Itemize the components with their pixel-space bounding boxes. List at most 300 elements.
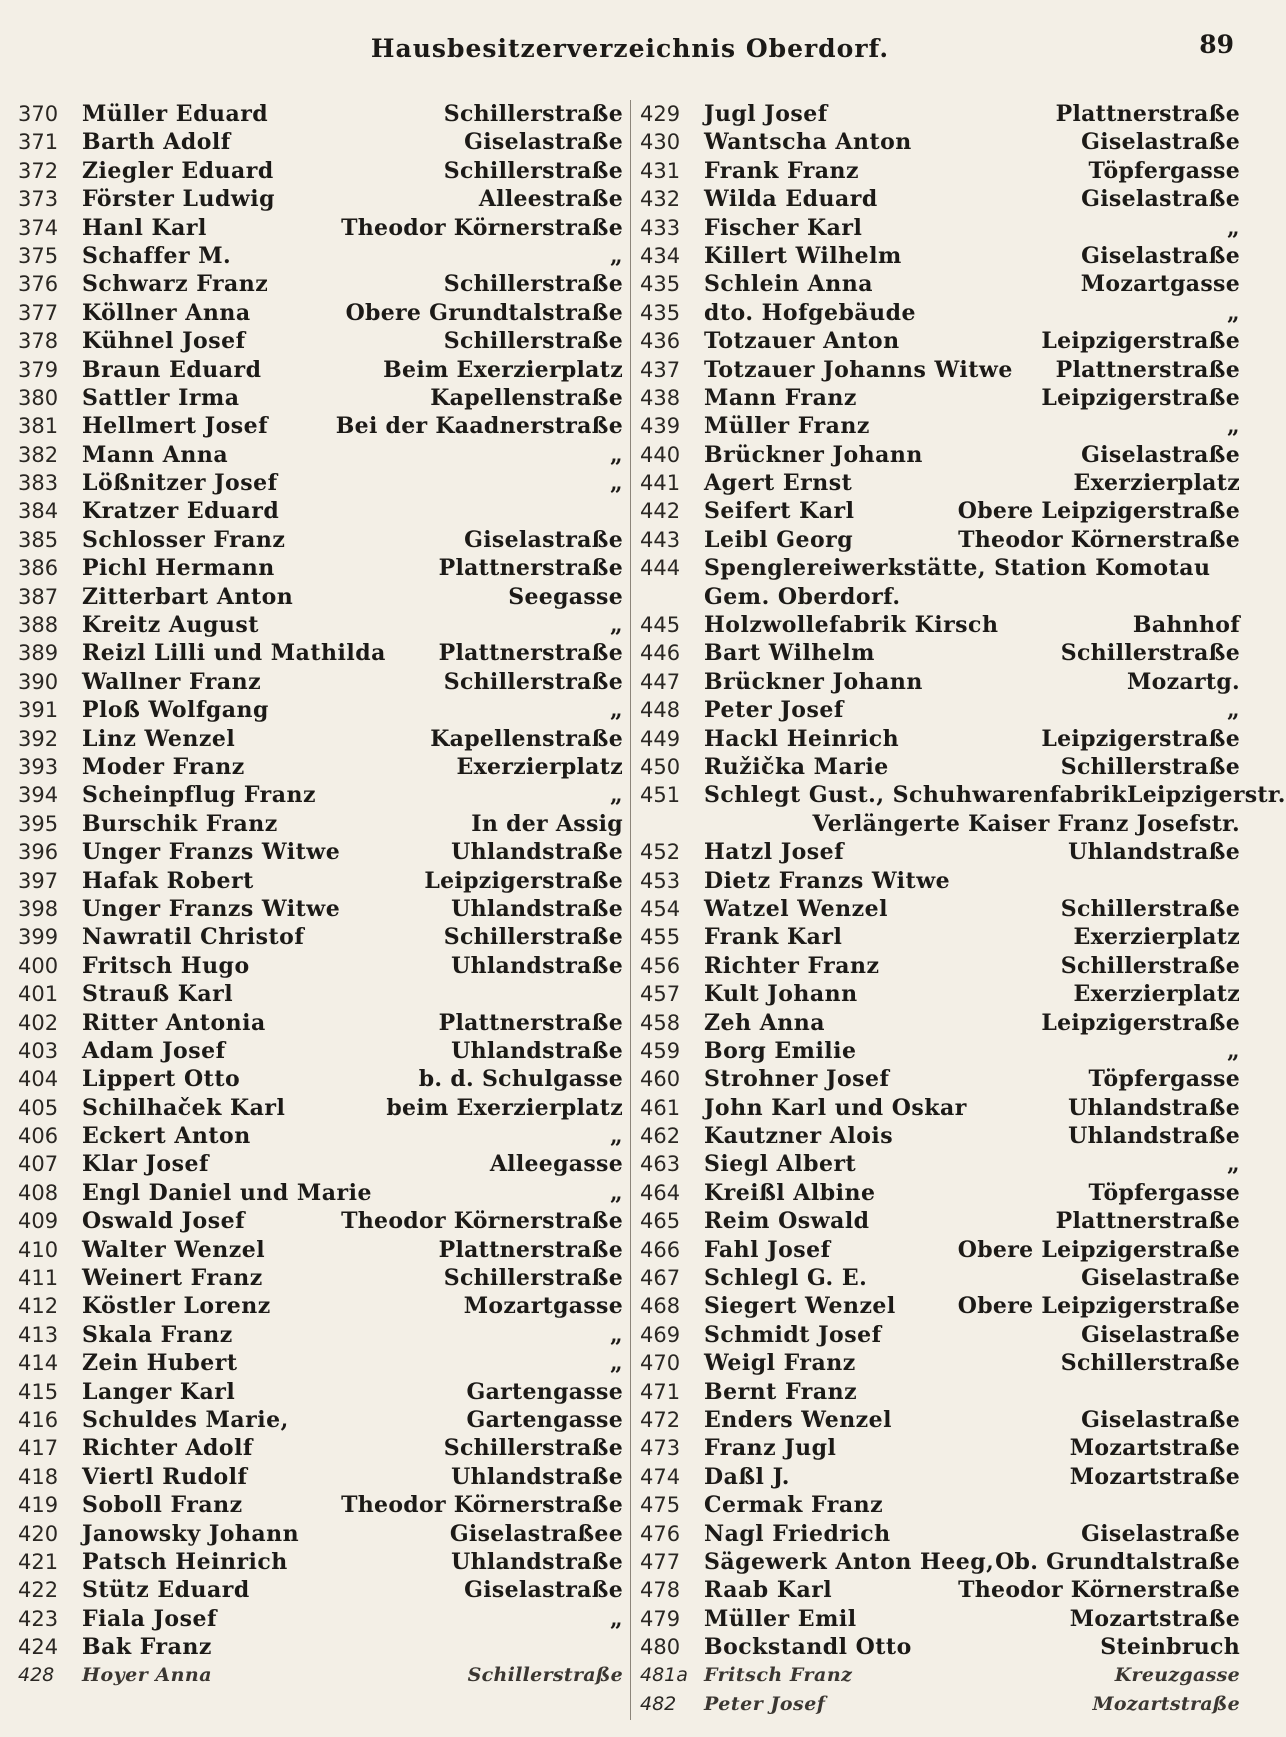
entry-number: 472	[640, 1407, 681, 1432]
owner-name: Pichl Hermann	[82, 555, 275, 582]
entry-number: 450	[640, 754, 681, 779]
street-address: Exerzierplatz	[1073, 981, 1240, 1008]
owner-name: Richter Adolf	[82, 1435, 253, 1462]
directory-entry	[640, 327, 1240, 355]
directory-entry	[640, 867, 1240, 895]
directory-entry	[18, 696, 623, 724]
entry-number: 381	[18, 414, 59, 439]
owner-name: Sägewerk Anton Heeg,	[704, 1548, 995, 1575]
entry-number: 373	[18, 187, 59, 212]
owner-name: Bernt Franz	[704, 1378, 858, 1405]
directory-entry	[640, 952, 1240, 980]
owner-name: Köstler Lorenz	[82, 1293, 271, 1320]
entry-number: 420	[18, 1521, 59, 1546]
owner-name: Zein Hubert	[82, 1350, 238, 1377]
entry-number: 479	[640, 1606, 681, 1631]
street-address: Schillerstraße	[1060, 640, 1240, 667]
street-address: Theodor Körnerstraße	[958, 1577, 1240, 1604]
directory-entry	[18, 1434, 623, 1462]
owner-name: Reizl Lilli und Mathilda	[82, 640, 386, 667]
page-header	[0, 30, 1260, 74]
owner-name: Ziegler Eduard	[82, 157, 274, 184]
owner-name: Lippert Otto	[82, 1066, 241, 1093]
street-address: „	[1227, 1037, 1240, 1064]
owner-name: Frank Karl	[704, 924, 843, 951]
owner-name: Spenglereiwerkstätte, Station Komotau	[704, 555, 1211, 582]
owner-name: Adam Josef	[82, 1037, 226, 1064]
owner-name: Hanl Karl	[82, 214, 207, 241]
directory-entry	[640, 1434, 1240, 1462]
entry-number: 377	[18, 300, 59, 325]
entry-number: 418	[18, 1464, 59, 1489]
owner-name: Agert Ernst	[704, 470, 853, 497]
street-address: Plattnerstraße	[438, 640, 623, 667]
owner-name: Scheinpflug Franz	[82, 782, 316, 809]
directory-entry	[640, 270, 1240, 298]
owner-name: Wilda Eduard	[704, 186, 878, 213]
street-address: Gartengasse	[466, 1378, 623, 1405]
entry-number: 449	[640, 726, 681, 751]
entry-number: 465	[640, 1209, 681, 1234]
entry-number: 391	[18, 698, 59, 723]
owner-name: Klar Josef	[82, 1151, 209, 1178]
directory-entry	[18, 1463, 623, 1491]
street-address: Mozartstraße	[1092, 1692, 1240, 1715]
street-address: Steinbruch	[1100, 1634, 1240, 1661]
street-address: „	[610, 1123, 623, 1150]
directory-entry	[640, 1179, 1240, 1207]
entry-number: 476	[640, 1521, 681, 1546]
entry-number: 440	[640, 442, 681, 467]
entry-number: 480	[640, 1635, 681, 1660]
owner-name: Hackl Heinrich	[704, 725, 900, 752]
street-address: Theodor Körnerstraße	[958, 526, 1240, 553]
entry-number: 437	[640, 357, 681, 382]
directory-entry	[640, 1236, 1240, 1264]
directory-entry	[18, 1633, 623, 1661]
street-address: b. d. Schulgasse	[418, 1066, 623, 1093]
owner-name: Lößnitzer Josef	[82, 470, 278, 497]
owner-name: Förster Ludwig	[82, 186, 276, 213]
entry-number: 464	[640, 1180, 681, 1205]
street-address: Plattnerstraße	[438, 555, 623, 582]
directory-entry	[18, 441, 623, 469]
entry-number: 446	[640, 641, 681, 666]
directory-entry	[18, 781, 623, 809]
entry-number: 400	[18, 953, 59, 978]
owner-name: Moder Franz	[82, 753, 245, 780]
directory-entry	[18, 1406, 623, 1434]
street-address: Schillerstraße	[467, 1664, 623, 1687]
entry-number: 371	[18, 130, 59, 155]
owner-name: Hoyer Anna	[82, 1664, 213, 1687]
street-address: Theodor Körnerstraße	[341, 214, 623, 241]
owner-name: Enders Wenzel	[704, 1406, 893, 1433]
owner-name: Nawratil Christof	[82, 924, 305, 951]
street-address: „	[610, 1605, 623, 1632]
street-address: „	[610, 782, 623, 809]
directory-entry	[640, 441, 1240, 469]
street-address: Schillerstraße	[443, 1265, 623, 1292]
directory-entry	[18, 611, 623, 639]
street-address: Töpfergasse	[1088, 157, 1240, 184]
directory-entry	[640, 611, 1240, 639]
directory-entry	[18, 1094, 623, 1122]
directory-entry	[640, 1292, 1240, 1320]
directory-entry	[640, 299, 1240, 327]
page-number: 89	[1199, 30, 1234, 59]
owner-name: Watzel Wenzel	[704, 895, 888, 922]
street-address: „	[1227, 214, 1240, 241]
owner-name: Raab Karl	[704, 1577, 833, 1604]
entry-number: 396	[18, 840, 59, 865]
owner-name: Schaffer M.	[82, 242, 232, 269]
street-address: Plattnerstraße	[1055, 1208, 1240, 1235]
entry-number: 403	[18, 1038, 59, 1063]
entry-number: 414	[18, 1351, 59, 1376]
street-address: Leipzigerstraße	[1041, 1009, 1240, 1036]
owner-name: Seifert Karl	[704, 498, 855, 525]
entry-number: 441	[640, 471, 681, 496]
owner-name: Mann Anna	[82, 441, 229, 468]
owner-name: Nagl Friedrich	[704, 1520, 891, 1547]
owner-name: Schlegt Gust., Schuhwarenfabrik	[704, 782, 1127, 809]
street-address: Verlängerte Kaiser Franz Josefstr.	[812, 810, 1240, 837]
entry-number: 387	[18, 584, 59, 609]
directory-entry	[640, 1605, 1240, 1633]
street-address: Leipzigerstraße	[1041, 725, 1240, 752]
street-address: Alleegasse	[489, 1151, 623, 1178]
entry-number: 421	[18, 1549, 59, 1574]
owner-name: Mann Franz	[704, 384, 857, 411]
entry-number: 435	[640, 300, 681, 325]
street-address: „	[610, 1350, 623, 1377]
directory-entry	[18, 810, 623, 838]
entry-number: 374	[18, 215, 59, 240]
directory-entry	[18, 923, 623, 951]
directory-entry	[18, 242, 623, 270]
entry-number: 431	[640, 158, 681, 183]
owner-name: Skala Franz	[82, 1321, 233, 1348]
street-address: Giselastraße	[464, 526, 623, 553]
owner-name: Dietz Franzs Witwe	[704, 867, 951, 894]
entry-number: 458	[640, 1010, 681, 1035]
entry-number: 468	[640, 1294, 681, 1319]
entry-number: 389	[18, 641, 59, 666]
owner-name: Hatzl Josef	[704, 839, 845, 866]
directory-entry	[640, 242, 1240, 270]
entry-number: 443	[640, 527, 681, 552]
street-address: Mozartstraße	[1069, 1435, 1240, 1462]
owner-name: Peter Josef	[704, 697, 844, 724]
owner-name: Kreißl Albine	[704, 1179, 876, 1206]
owner-name: Schlosser Franz	[82, 526, 286, 553]
entry-number: 428	[18, 1664, 55, 1687]
entry-number: 385	[18, 527, 59, 552]
street-address: Giselastraße	[1081, 441, 1240, 468]
entry-number: 452	[640, 840, 681, 865]
street-address: Plattnerstraße	[1055, 101, 1240, 127]
entry-number: 411	[18, 1266, 59, 1291]
street-address: „	[610, 697, 623, 724]
owner-name: Oswald Josef	[82, 1208, 246, 1235]
directory-entry	[640, 185, 1240, 213]
owner-name: Bart Wilhelm	[704, 640, 875, 667]
owner-name: Schuldes Marie,	[82, 1406, 289, 1433]
directory-entry	[640, 1661, 1240, 1689]
entry-number: 442	[640, 499, 681, 524]
directory-entry	[640, 384, 1240, 412]
street-address: Giselastraße	[1081, 1265, 1240, 1292]
street-address: Giselastraße	[1081, 1321, 1240, 1348]
directory-entry	[18, 1661, 623, 1689]
street-address: Obere Leipzigerstraße	[957, 1236, 1240, 1263]
directory-entry	[640, 1548, 1240, 1576]
directory-entry	[18, 214, 623, 242]
street-address: Leipzigerstr.	[1126, 782, 1286, 809]
street-address: Leipzigerstraße	[1041, 384, 1240, 411]
directory-entry	[640, 1406, 1240, 1434]
owner-name: Barth Adolf	[82, 129, 231, 156]
street-address: Schillerstraße	[1060, 753, 1240, 780]
street-address: „	[1227, 413, 1240, 440]
directory-entry	[18, 497, 623, 525]
owner-name: Linz Wenzel	[82, 725, 236, 752]
entry-number: 382	[18, 442, 59, 467]
directory-entry	[18, 895, 623, 923]
directory-entry	[640, 838, 1240, 866]
street-address: Kreuzgasse	[1114, 1664, 1240, 1687]
street-address: „	[610, 612, 623, 639]
directory-entry	[18, 1207, 623, 1235]
entry-number: 457	[640, 982, 681, 1007]
entry-number: 423	[18, 1606, 59, 1631]
street-address: Schillerstraße	[1060, 952, 1240, 979]
entry-number: 384	[18, 499, 59, 524]
entry-number: 453	[640, 868, 681, 893]
directory-entry	[18, 867, 623, 895]
street-address: Giselastraße	[1081, 1520, 1240, 1547]
street-address: „	[610, 470, 623, 497]
street-address: Exerzierplatz	[456, 753, 623, 780]
street-address: Schillerstraße	[1060, 895, 1240, 922]
entry-number: 386	[18, 556, 59, 581]
directory-entry	[18, 980, 623, 1008]
entry-number: 405	[18, 1095, 59, 1120]
directory-entry	[640, 1037, 1240, 1065]
owner-name: Walter Wenzel	[82, 1236, 266, 1263]
street-address: „	[1227, 299, 1240, 326]
directory-entry	[640, 356, 1240, 384]
street-address: Uhlandstraße	[451, 1548, 623, 1575]
directory-entry	[640, 1264, 1240, 1292]
directory-entry	[18, 1349, 623, 1377]
directory-entry	[18, 725, 623, 753]
entry-number: 417	[18, 1436, 59, 1461]
owner-name: Peter Josef	[704, 1692, 826, 1715]
directory-entry	[640, 639, 1240, 667]
entry-number: 429	[640, 102, 681, 126]
entry-number: 459	[640, 1038, 681, 1063]
owner-name: Unger Franzs Witwe	[82, 839, 341, 866]
directory-entry	[640, 1009, 1240, 1037]
street-address: Uhlandstraße	[451, 1037, 623, 1064]
street-address: Alleestraße	[478, 186, 623, 213]
street-address: Plattnerstraße	[1055, 356, 1240, 383]
entry-number: 404	[18, 1067, 59, 1092]
left-column	[18, 100, 623, 1720]
entry-number: 455	[640, 925, 681, 950]
owner-name: Müller Emil	[704, 1605, 857, 1632]
directory-entry	[18, 100, 623, 128]
owner-name: Ružička Marie	[704, 753, 889, 780]
street-address: Uhlandstraße	[1068, 1123, 1240, 1150]
street-address: Schillerstraße	[443, 924, 623, 951]
street-address: Leipzigerstraße	[424, 867, 623, 894]
directory-entry	[18, 1576, 623, 1604]
street-address: Kapellenstraße	[430, 725, 623, 752]
entry-number: 419	[18, 1493, 59, 1518]
entry-number: 435	[640, 272, 681, 297]
street-address: Exerzierplatz	[1073, 470, 1240, 497]
entry-number: 422	[18, 1578, 59, 1603]
street-address: „	[610, 1179, 623, 1206]
directory-entry	[640, 1349, 1240, 1377]
directory-entry	[18, 952, 623, 980]
owner-name: Zitterbart Anton	[82, 583, 294, 610]
street-address: Obere Leipzigerstraße	[957, 1293, 1240, 1320]
directory-entry	[640, 497, 1240, 525]
owner-name: Borg Emilie	[704, 1037, 857, 1064]
street-address: Theodor Körnerstraße	[341, 1208, 623, 1235]
directory-entry	[18, 554, 623, 582]
directory-entry	[640, 1633, 1240, 1661]
entry-number: 470	[640, 1351, 681, 1376]
directory-entry	[18, 1321, 623, 1349]
entry-number: 393	[18, 754, 59, 779]
owner-name: Fahl Josef	[704, 1236, 831, 1263]
street-address: Mozartgasse	[463, 1293, 623, 1320]
directory-entry	[18, 668, 623, 696]
entry-number: 401	[18, 982, 59, 1007]
street-address: Töpfergasse	[1088, 1066, 1240, 1093]
directory-entry	[18, 185, 623, 213]
directory-entry	[640, 1321, 1240, 1349]
owner-name: Bak Franz	[82, 1634, 212, 1661]
entry-number: 433	[640, 215, 681, 240]
directory-entry	[18, 384, 623, 412]
directory-entry	[640, 696, 1240, 724]
street-address: Plattnerstraße	[438, 1236, 623, 1263]
owner-name: Ploß Wolfgang	[82, 697, 269, 724]
owner-name: Kautzner Alois	[704, 1123, 894, 1150]
entry-number: 436	[640, 329, 681, 354]
directory-entry	[640, 1065, 1240, 1093]
owner-name: Janowsky Johann	[82, 1520, 300, 1547]
owner-name: Totzauer Anton	[704, 328, 900, 355]
directory-entry	[18, 327, 623, 355]
owner-name: Soboll Franz	[82, 1492, 243, 1519]
street-address: Leipzigerstraße	[1041, 328, 1240, 355]
directory-entry	[18, 1378, 623, 1406]
owner-name: Richter Franz	[704, 952, 880, 979]
street-address: beim Exerzierplatz	[386, 1094, 623, 1121]
entry-number: 466	[640, 1237, 681, 1262]
owner-name: Schmidt Josef	[704, 1321, 882, 1348]
entry-number: 383	[18, 471, 59, 496]
entry-number: 413	[18, 1322, 59, 1347]
owner-name: Schwarz Franz	[82, 271, 269, 298]
directory-entry	[640, 895, 1240, 923]
entry-number: 462	[640, 1124, 681, 1149]
owner-name: Strauß Karl	[82, 981, 234, 1008]
entry-number: 415	[18, 1379, 59, 1404]
owner-name: Stütz Eduard	[82, 1577, 250, 1604]
owner-name: dto. Hofgebäude	[704, 299, 916, 326]
street-address: Giselastraße	[1081, 242, 1240, 269]
owner-name: Weigl Franz	[704, 1350, 856, 1377]
street-address: Theodor Körnerstraße	[341, 1492, 623, 1519]
street-address: Schillerstraße	[1060, 1350, 1240, 1377]
entry-number: 456	[640, 953, 681, 978]
entry-number: 395	[18, 811, 59, 836]
entry-number: 380	[18, 385, 59, 410]
owner-name: Cermak Franz	[704, 1492, 884, 1519]
owner-name: Kreitz August	[82, 612, 259, 639]
entry-number: 424	[18, 1635, 59, 1660]
street-address: Seegasse	[508, 583, 623, 610]
owner-name: Fritsch Franz	[704, 1664, 853, 1687]
entry-number: 409	[18, 1209, 59, 1234]
owner-name: Kult Johann	[704, 981, 858, 1008]
owner-name: Müller Eduard	[82, 101, 269, 127]
owner-name: Reim Oswald	[704, 1208, 870, 1235]
street-address: Giselastraße	[1081, 1406, 1240, 1433]
directory-entry	[18, 1548, 623, 1576]
street-address: Beim Exerzierplatz	[383, 356, 623, 383]
entry-number: 478	[640, 1578, 681, 1603]
entry-number: 460	[640, 1067, 681, 1092]
street-address: Uhlandstraße	[451, 1463, 623, 1490]
directory-entry	[640, 100, 1240, 128]
directory-entry	[18, 838, 623, 866]
page-title: Hausbesitzerverzeichnis Oberdorf.	[370, 34, 890, 63]
owner-name: Gem. Oberdorf.	[704, 583, 901, 610]
directory-entry	[18, 1236, 623, 1264]
owner-name: Jugl Josef	[704, 101, 828, 127]
owner-name: Killert Wilhelm	[704, 242, 902, 269]
entry-number: 406	[18, 1124, 59, 1149]
owner-name: Hafak Robert	[82, 867, 254, 894]
owner-name: Brückner Johann	[704, 668, 923, 695]
owner-name: Unger Franzs Witwe	[82, 895, 341, 922]
street-address: Uhlandstraße	[1068, 839, 1240, 866]
street-address: Bei der Kaadnerstraße	[335, 413, 623, 440]
directory-entry	[640, 214, 1240, 242]
directory-entry	[18, 1037, 623, 1065]
owner-name: Engl Daniel und Marie	[82, 1179, 372, 1206]
street-address: Töpfergasse	[1088, 1179, 1240, 1206]
directory-entry	[640, 412, 1240, 440]
owner-name: Franz Jugl	[704, 1435, 837, 1462]
owner-name: Fischer Karl	[704, 214, 863, 241]
directory-entry	[640, 668, 1240, 696]
entry-number: 410	[18, 1237, 59, 1262]
owner-name: Burschik Franz	[82, 810, 278, 837]
owner-name: Braun Eduard	[82, 356, 262, 383]
entry-number: 370	[18, 102, 59, 126]
directory-entry	[18, 128, 623, 156]
